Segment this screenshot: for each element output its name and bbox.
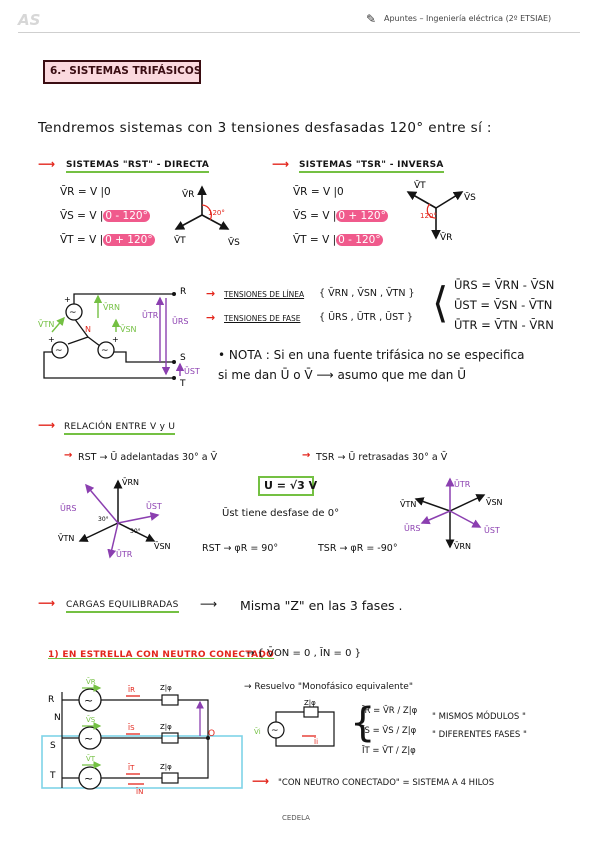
svg-text:Z|φ: Z|φ (160, 723, 172, 731)
circuit1-n: N (85, 325, 91, 334)
linea-label: TENSIONES DE LÍNEA (224, 290, 305, 299)
eq-ir: ĪR = V̄R / Z|φ (362, 706, 418, 716)
rst-relation: RST → Ū adelantadas 30° a V̄ (78, 452, 218, 463)
svg-text:Īi: Īi (314, 738, 319, 746)
cargas-text: Misma "Z" en las 3 fases . (240, 598, 403, 613)
tsr-eq1: V̄R = V |0 (293, 186, 344, 198)
fase-values: { ŪRS , ŪTR , ŪST } (319, 312, 413, 323)
svg-text:ĪS: ĪS (128, 724, 135, 732)
circuit1-s: S (180, 353, 186, 363)
svg-text:30°: 30° (130, 528, 141, 535)
header-logo: AS (18, 11, 41, 29)
svg-text:~: ~ (69, 308, 77, 318)
svg-text:Z|φ: Z|φ (160, 763, 172, 771)
tsr-angle-label: 120° (420, 212, 437, 220)
circuit1-vrn: V̄RN (103, 303, 121, 312)
fase-label: TENSIONES DE FASE (224, 314, 301, 323)
svg-text:+: + (112, 335, 119, 344)
brace2-icon: { (350, 700, 376, 746)
nota-line1: • NOTA : Si en una fuente trifásica no se especifica (218, 348, 525, 362)
rst-angle-label: 120° (208, 209, 225, 217)
circuit1-utr: ŪTR (142, 311, 159, 320)
svg-text:V̄RN: V̄RN (454, 542, 472, 551)
tsr-rel-arrow-icon: → (302, 450, 311, 461)
tsr-title: SISTEMAS "TSR" - INVERSA (299, 160, 444, 173)
cargas-arrow-icon: ⟶ (38, 596, 56, 610)
svg-text:~: ~ (55, 346, 63, 356)
rst-title: SISTEMAS "RST" - DIRECTA (66, 160, 209, 173)
svg-text:V̄i: V̄i (254, 728, 261, 736)
svg-text:~: ~ (84, 772, 94, 785)
rst-eq3: V̄T = V | 0 + 120° (60, 234, 153, 246)
eq-utr: ŪTR = V̄TN - V̄RN (454, 318, 554, 332)
circuit1-vsn: V̄SN (120, 325, 137, 334)
estrella-condition: → { V̄ON = 0 , ĪN = 0 } (246, 648, 361, 659)
eq-ust: ŪST = V̄SN - V̄TN (454, 298, 553, 312)
svg-text:N: N (54, 713, 61, 723)
svg-text:ŪRS: ŪRS (404, 524, 421, 533)
rst-eq1: V̄R = V |0 (60, 186, 111, 198)
svg-text:ŪTR: ŪTR (116, 550, 133, 559)
cargas-title: CARGAS EQUILIBRADAS (66, 600, 179, 613)
svg-text:V̄SN: V̄SN (154, 542, 171, 551)
svg-text:V̄TN: V̄TN (400, 500, 417, 509)
tsr-arrow-icon: ⟶ (272, 157, 290, 171)
tsr-phasor-diagram (400, 178, 480, 248)
svg-text:V̄TN: V̄TN (58, 534, 75, 543)
ust-note: Ūst tiene desfase de 0° (222, 508, 340, 519)
svg-text:V̄T: V̄T (86, 755, 96, 763)
rst-phi: RST → φR = 90° (202, 543, 279, 554)
svg-text:~: ~ (84, 694, 94, 707)
rst-phasor-diagram (170, 185, 250, 255)
eq-urs: ŪRS = V̄RN - V̄SN (454, 278, 555, 292)
tsr-eq2: V̄S = V | 0 + 120° (293, 210, 386, 222)
relacion-title: RELACIÓN ENTRE V y U (64, 422, 175, 435)
cargas-arrow2-icon: ⟶ (200, 597, 218, 611)
rst-eq2: V̄S = V | 0 - 120° (60, 210, 148, 222)
mismos-modulos: " MISMOS MÓDULOS " (432, 712, 526, 722)
svg-text:~: ~ (101, 346, 109, 356)
svg-text:ĪR: ĪR (128, 686, 135, 694)
pencil-icon: ✎ (366, 12, 377, 26)
svg-text:V̄S: V̄S (86, 716, 96, 724)
tsr-phi: TSR → φR = -90° (318, 543, 398, 554)
relacion-arrow-icon: ⟶ (38, 418, 56, 432)
svg-text:+: + (48, 335, 55, 344)
tsr-relation: TSR → Ū retrasadas 30° a V̄ (316, 452, 448, 463)
svg-text:ŪST: ŪST (484, 526, 500, 535)
tsr-vs-label: V̄S (464, 193, 476, 203)
nota-line2: si me dan Ū o V̄ ⟶ asumo que me dan Ū (218, 368, 467, 382)
rst-rel-arrow-icon: → (64, 450, 73, 461)
svg-text:ĪN: ĪN (136, 788, 144, 796)
u-sqrt3-text: U = √3 V (264, 479, 318, 492)
estrella-title: 1) EN ESTRELLA CON NEUTRO CONECTADO (48, 650, 275, 660)
svg-text:T: T (50, 771, 56, 781)
monofasico-diagram (254, 700, 344, 752)
header-rule (18, 32, 580, 33)
svg-text:V̄RN: V̄RN (122, 478, 140, 487)
svg-text:ĪT: ĪT (128, 764, 135, 772)
svg-text:S: S (50, 741, 56, 751)
svg-text:+: + (64, 295, 71, 304)
intro-text: Tendremos sistemas con 3 tensiones desfasadas 120° entre sí : (38, 120, 492, 136)
svg-text:~: ~ (84, 732, 94, 745)
circuit1-urs: ŪRS (172, 317, 189, 326)
diferentes-fases: " DIFERENTES FASES " (432, 730, 527, 740)
svg-text:ŪTR: ŪTR (454, 480, 471, 489)
footer-page: CEDELA (282, 814, 310, 822)
eq-is: ĪS = V̄S / Z|φ (362, 726, 417, 736)
svg-text:Z|φ: Z|φ (304, 699, 316, 707)
final-arrow-icon: ⟶ (252, 774, 270, 788)
svg-text:R: R (48, 695, 55, 705)
circuit1-r: R (180, 287, 187, 297)
svg-text:O: O (208, 729, 216, 739)
header-doc-title: Apuntes – Ingeniería eléctrica (2º ETSIAE) (384, 14, 552, 23)
rst-vs-label: V̄S (228, 238, 240, 248)
svg-text:V̄SN: V̄SN (486, 498, 503, 507)
eq-it: ĪT = V̄T / Z|φ (362, 746, 416, 756)
circuit1-ust: ŪST (184, 367, 200, 376)
tsr-30-phasor-diagram (400, 475, 520, 560)
brace-icon: ⟨ (432, 278, 449, 327)
fase-arrow-icon: → (206, 311, 216, 324)
circuit1-t: T (180, 379, 186, 389)
linea-arrow-icon: → (206, 287, 216, 300)
svg-text:ŪRS: ŪRS (60, 504, 77, 513)
linea-values: { V̄RN , V̄SN , V̄TN } (319, 288, 415, 299)
svg-text:V̄R: V̄R (86, 678, 96, 686)
rst-vt-label: V̄T (174, 236, 186, 246)
svg-text:30°: 30° (98, 516, 109, 523)
section-title: 6.- SISTEMAS TRIFÁSICOS (50, 65, 202, 77)
tsr-vr-label: V̄R (440, 233, 453, 243)
rst-arrow-icon: ⟶ (38, 157, 56, 171)
circuit1-vtn: V̄TN (38, 320, 55, 329)
final-text: "CON NEUTRO CONECTADO" = SISTEMA A 4 HILOS (278, 778, 495, 788)
resuelvo-text: → Resuelvo "Monofásico equivalente" (244, 682, 413, 692)
svg-text:~: ~ (271, 726, 279, 736)
source-circuit-diagram (38, 282, 198, 387)
tsr-vt-label: V̄T (414, 181, 426, 191)
tsr-eq3: V̄T = V | 0 - 120° (293, 234, 381, 246)
rst-30-phasor-diagram (58, 475, 178, 560)
rst-vr-label: V̄R (182, 190, 195, 200)
estrella-circuit-diagram (32, 672, 248, 802)
svg-text:ŪST: ŪST (146, 502, 162, 511)
svg-text:Z|φ: Z|φ (160, 684, 172, 692)
